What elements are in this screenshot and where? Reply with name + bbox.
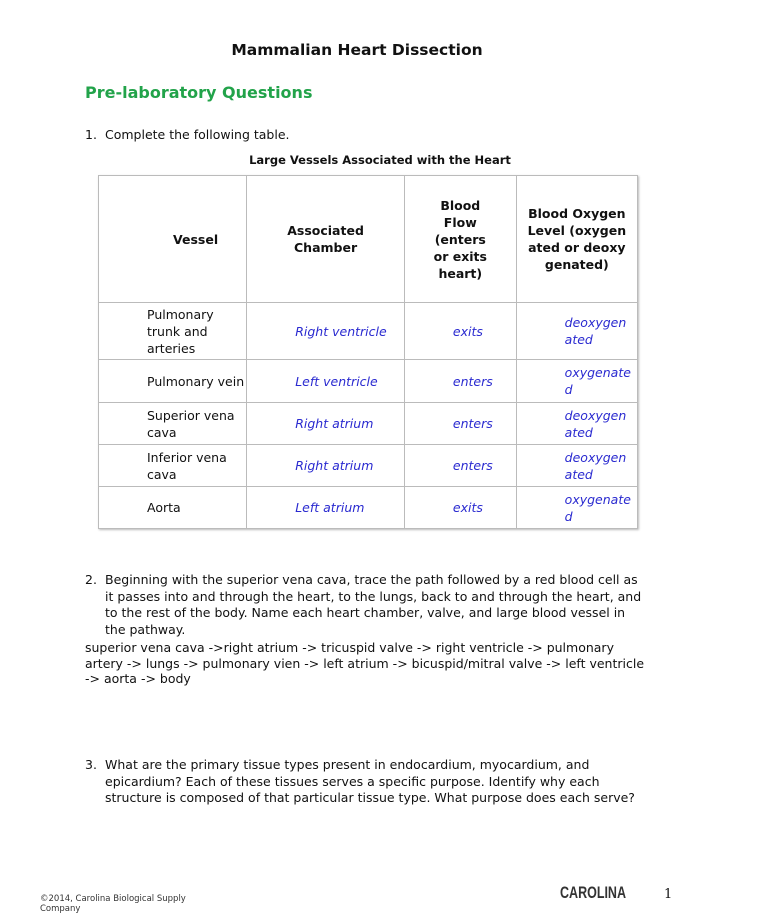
document-title: Mammalian Heart Dissection [231,41,483,59]
question-1 [85,127,290,144]
cell-oxygen: oxygenated [516,487,637,529]
cell-chamber: Left ventricle [247,360,405,403]
cell-chamber: Right atrium [247,445,405,487]
question-text: Complete the following table. [105,127,290,142]
table-row [99,303,638,360]
header-flow: Blood Flow (enters or exits heart) [404,176,516,303]
table-row [99,403,638,445]
table-caption: Large Vessels Associated with the Heart [249,153,511,167]
cell-vessel: Superior vena cava [99,403,247,445]
cell-flow: enters [404,403,516,445]
cell-flow: enters [404,360,516,403]
cell-flow: enters [404,445,516,487]
cell-oxygen: deoxygenated [516,303,637,360]
answer-2: superior vena cava ->right atrium -> tricuspid valve -> right ventricle -> pulmonary artery -> lungs -> pulmonary vien -> left atrium -> bicuspid/mitral valve -> left ventricle -> aorta -> body [85,640,645,686]
cell-oxygen: deoxygenated [516,445,637,487]
header-vessel: Vessel [99,176,247,303]
cell-flow: exits [404,303,516,360]
table-row [99,445,638,487]
cell-oxygen: deoxygenated [516,403,637,445]
cell-oxygen: oxygenated [516,360,637,403]
question-number: 2. [85,572,97,587]
copyright-footer: ©2014, Carolina Biological Supply Company [40,894,186,914]
table-header-row [99,176,638,303]
question-number: 1. [85,127,97,142]
cell-chamber: Right ventricle [247,303,405,360]
question-text: Beginning with the superior vena cava, trace the path followed by a red blood cell as it passes into and through the heart, to the lungs, back to and through the heart, and to the rest of the body. Name each heart chamber, valve, and large blood vessel in the pathway. [105,572,642,637]
question-3 [85,757,645,807]
page-number: 1 [664,887,673,902]
cell-vessel: Inferior vena cava [99,445,247,487]
carolina-logo [560,880,628,902]
table-row [99,360,638,403]
question-number: 3. [85,757,97,772]
cell-vessel: Pulmonary trunk and arteries [99,303,247,360]
cell-vessel: Aorta [99,487,247,529]
section-heading: Pre-laboratory Questions [85,83,313,102]
cell-vessel: Pulmonary vein [99,360,247,403]
cell-chamber: Right atrium [247,403,405,445]
header-chamber: Associated Chamber [247,176,405,303]
vessels-table [98,175,638,529]
table-row [99,487,638,529]
cell-chamber: Left atrium [247,487,405,529]
logo-text: CAROLINA [560,883,626,902]
question-2 [85,572,645,638]
question-text: What are the primary tissue types present in endocardium, myocardium, and epicardium? Each of these tissues serves a specific purpose. Identify why each structure is composed of that particular tissue type. What purpose does each serve? [105,757,635,805]
cell-flow: exits [404,487,516,529]
header-oxygen: Blood Oxygen Level (oxygenated or deoxygenated) [516,176,637,303]
